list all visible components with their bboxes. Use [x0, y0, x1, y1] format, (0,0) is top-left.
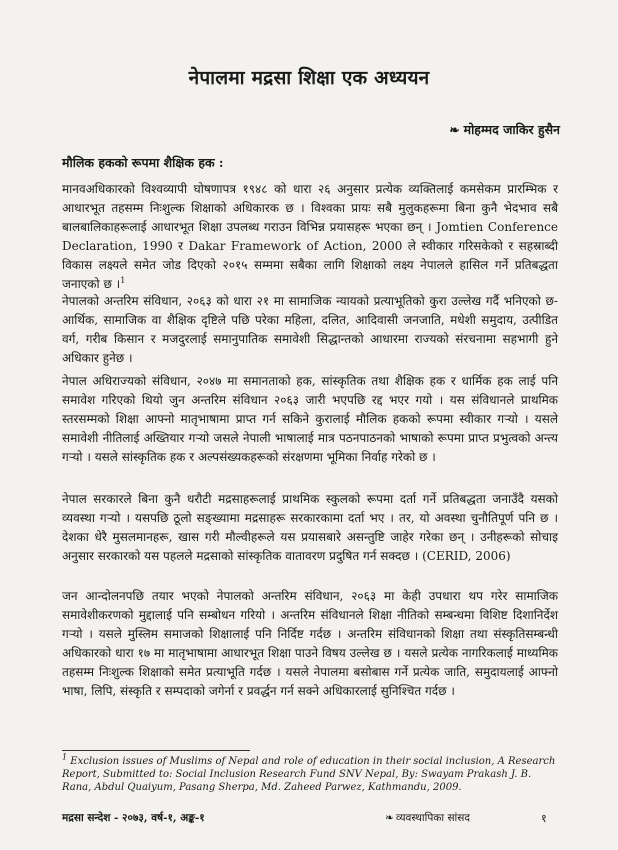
author-line — [450, 121, 560, 138]
paragraph-1-text: मानवअधिकारको विश्वव्यापी घोषणापत्र १९४८ को धारा २६ अनुसार प्रत्येक व्यक्तिलाई कमसेकम प्रारम्भिक र आधारभूत तहसम्म निःशुल्क शिक्षाको अधिकारक छ । विश्वका प्रायः सबै मुलुकहरूमा बिना कुनै भेदभाव सबै बालबालिकाहरूलाई आधारभूत शिक्षा उपलब्ध गराउन विभिन्न प्रयासहरू भएका छन् । Jomtien Conference Declaration, 1990 र Dakar Framework of Action, 2000 ले स्वीकार गरिसकेको र सहस्राब्दी विकास लक्ष्यले समेत जोड दिएको २०१५ सम्ममा सबैका लागि शिक्षाको लक्ष्य नेपालले हासिल गर्ने प्रतिबद्धता जनाएको छ । — [62, 182, 558, 291]
footer-section — [385, 811, 470, 825]
author-name: मोहम्मद जाकिर हुसैन — [463, 122, 560, 137]
page-number: १ — [541, 812, 547, 825]
footnote-marker[interactable]: 1 — [120, 276, 126, 285]
paragraph-1 — [62, 180, 558, 294]
flower-ornament-icon: ❧ — [449, 123, 460, 137]
paragraph-4: नेपाल सरकारले बिना कुनै धरौटी मद्रसाहरूलाई प्राथमिक स्कुलको रूपमा दर्ता गर्ने प्रतिबद्धता जनाउँदै यसको व्यवस्था गर्‍यो । यसपछि ठूलो सङ्ख्यामा मद्रसाहरू सरकारकामा दर्ता भए । तर, यो अवस्था चुनौतिपूर्ण पनि छ । देशका धेरै मुसलमानहरू, खास गरी मौल्वीहरूले यस प्रयासबारे असन्तुष्टि जाहेर गरेका छन् । उनीहरूको सोचाइ अनुसार सरकारको यस पहलले मद्रसाको सांस्कृतिक वातावरण प्रदुषित गर्न सक्दछ । (CERID, 2006) — [62, 492, 558, 563]
article-title: नेपालमा मद्रसा शिक्षा एक अध्ययन — [188, 67, 430, 89]
footer-section-label: व्यवस्थापिका सांसद — [395, 812, 470, 824]
footnote-divider — [62, 750, 250, 751]
footer-publication: मद्रसा सन्देश - २०७३, वर्ष-१, अङ्क-१ — [62, 812, 205, 824]
footnote-text: Exclusion issues of Muslims of Nepal and role of education in their social inclusion, A Research Report, Submitted to: Social Inclusion Research Fund SNV Nepal, By: Swayam Prakash J. B. Rana, Abdul Quaiyum, Pasang Sherpa, Md. Zaheed Parwez, Kathmandu, 2009. — [62, 756, 556, 793]
flower-ornament-icon: ❧ — [385, 812, 394, 824]
footnote — [62, 752, 558, 794]
section-heading: मौलिक हकको रूपमा शैक्षिक हक : — [62, 155, 224, 170]
paragraph-5: जन आन्दोलनपछि तयार भएको नेपालको अन्तरिम संविधान, २०६३ मा केही उपधारा थप गरेर सामाजिक समावेशीकरणको मुद्दालाई पनि सम्बोधन गरियो । अन्तरिम संविधानले शिक्षा नीतिको सम्बन्धमा विशिष्ट दिशानिर्देश गर्‍यो । यसले मुस्लिम समाजको शिक्षालाई पनि निर्दिष्ट गर्दछ । अन्तरिम संविधानको शिक्षा तथा संस्कृतिसम्बन्धी अधिकारको धारा १७ मा मातृभाषामा आधारभूत शिक्षा पाउने विषय उल्लेख छ । यसले प्रत्येक नागरिकलाई माध्यमिक तहसम्म निःशुल्क शिक्षाको समेत प्रत्याभूति गर्दछ । यसले नेपालमा बसोबास गर्ने प्रत्येक जाति, समुदायलाई आफ्नो भाषा, लिपि, संस्कृति र सम्पदाको जगेर्ना र प्रवर्द्धन गर्न सक्ने अधिकारलाई सुनिश्चित गर्दछ । — [62, 589, 558, 698]
paragraph-3: नेपाल अधिराज्यको संविधान, २०४७ मा समानताको हक, सांस्कृतिक तथा शैक्षिक हक र धार्मिक हक लाई पनि समावेश गरिएको थियो जुन अन्तरिम संविधान २०६३ जारी भएपछि रद्द भएर गयो । यस संविधानले प्राथमिक स्तरसम्मको शिक्षा आफ्नो मातृभाषामा प्राप्त गर्न सकिने कुरालाई मौलिक हकको रूपमा स्वीकार गर्‍यो । यसले समावेशी नीतिलाई अख्तियार गर्‍यो जसले नेपाली भाषालाई मात्र पठनपाठनको भाषाको रूपमा प्राप्त प्रभुत्वको अन्त्य गर्‍यो । यसले सांस्कृतिक हक र अल्पसंख्यकहरूको संरक्षणमा भूमिका निर्वाह गरेको छ । — [62, 374, 558, 464]
footnote-number: 1 — [62, 752, 68, 762]
paragraph-2: नेपालको अन्तरिम संविधान, २०६३ को धारा २१ मा सामाजिक न्यायको प्रत्याभूतिको कुरा उल्लेख गर्दै भनिएको छ- आर्थिक, सामाजिक वा शैक्षिक दृष्टिले पछि परेका महिला, दलित, आदिवासी जनजाति, मधेशी समुदाय, उत्पीडित वर्ग, गरीब किसान र मजदुरलाई समानुपातिक समावेशी सिद्धान्तको आधारमा राज्यको संरचनामा सहभागी हुने अधिकार हुनेछ । — [62, 294, 558, 365]
